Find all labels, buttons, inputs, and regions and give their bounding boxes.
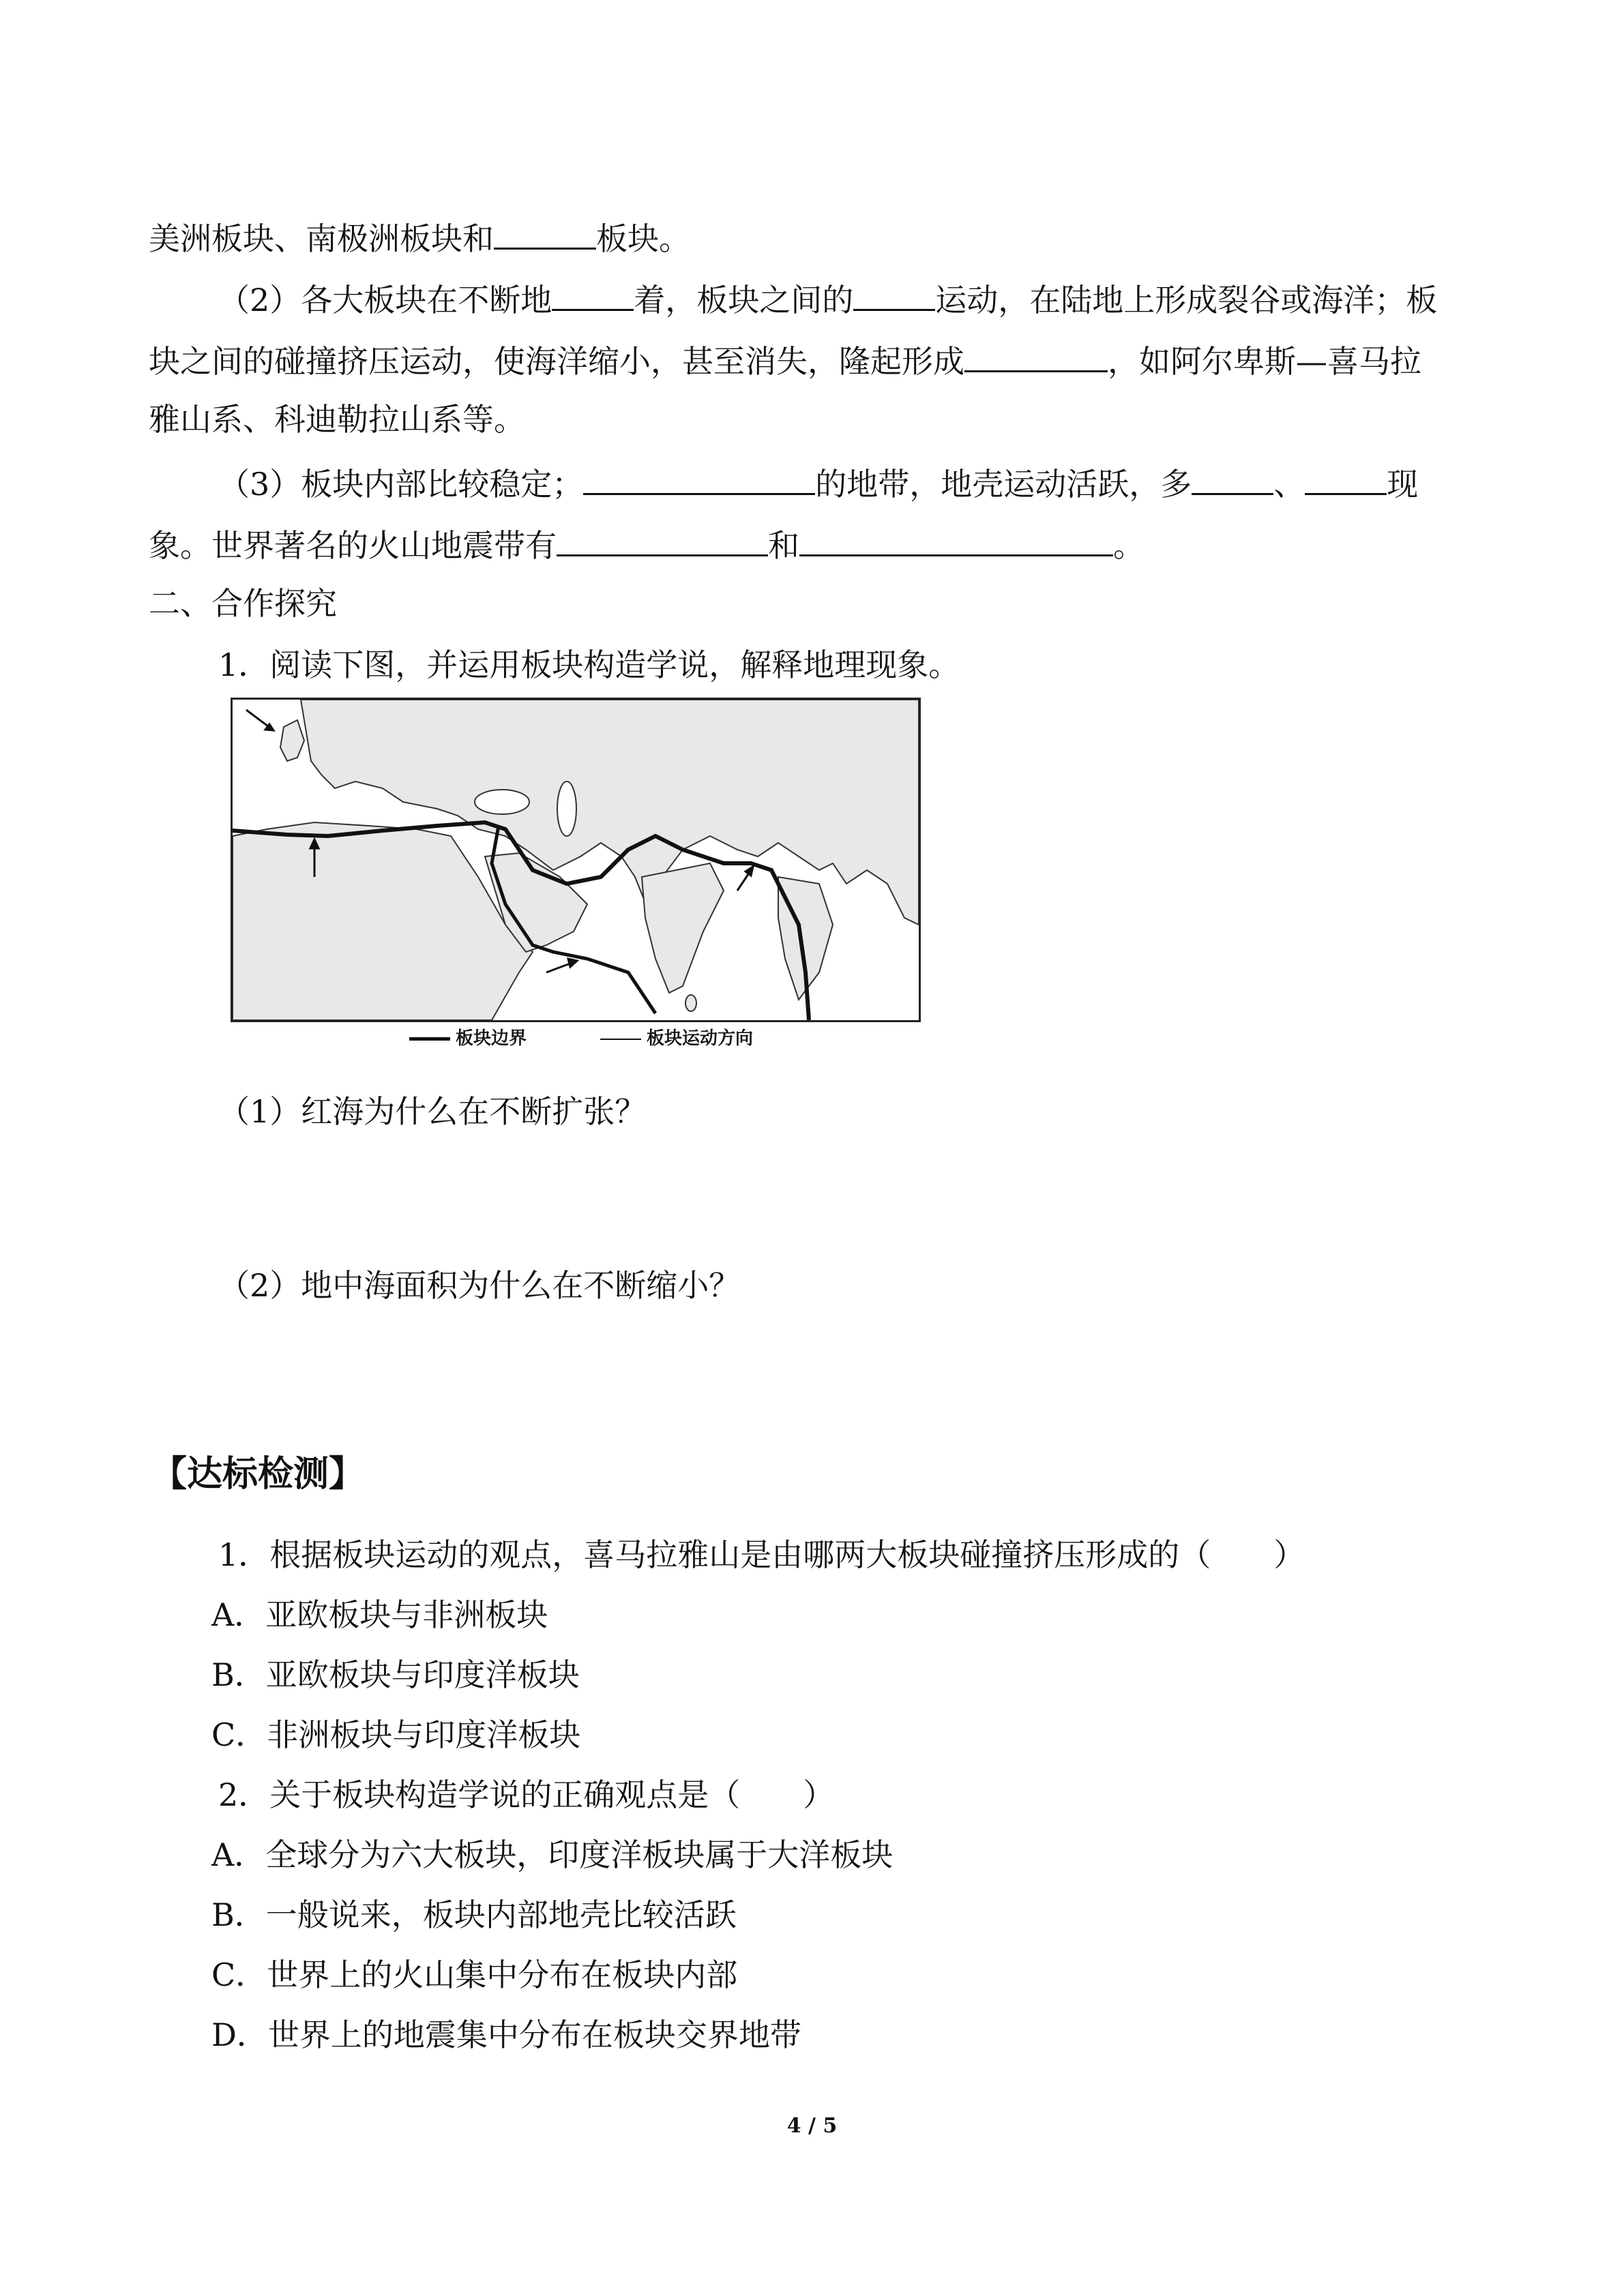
answer-blank[interactable] [799, 522, 1113, 556]
paragraph-line [149, 522, 1145, 566]
answer-blank[interactable] [964, 338, 1108, 372]
option[interactable]: A．亚欧板块与非洲板块 [211, 1596, 548, 1633]
option[interactable]: B．一般说来，板块内部地壳比较活跃 [211, 1896, 737, 1933]
answer-blank[interactable] [583, 460, 815, 495]
answer-blank[interactable] [1305, 460, 1387, 495]
text: 板块。 [596, 220, 690, 257]
section-title: 二、合作探究 [149, 585, 337, 622]
answer-blank[interactable] [557, 522, 768, 556]
text: 雅山系、科迪勒拉山系等。 [149, 401, 525, 438]
text: ，如阿尔卑斯—喜马拉 [1108, 343, 1421, 380]
text: 的地带，地壳运动活跃，多 [815, 466, 1192, 503]
text: 着，板块之间的 [634, 282, 854, 318]
paragraph-line [149, 399, 525, 440]
paragraph-line [149, 338, 1421, 382]
answer-blank[interactable] [494, 215, 596, 250]
sri-lanka [685, 995, 696, 1011]
answer-blank[interactable] [853, 276, 935, 311]
paragraph-line [218, 460, 1418, 505]
black-sea [475, 790, 529, 814]
plate-map-svg [233, 700, 919, 1020]
caspian-sea [557, 781, 576, 836]
legend-boundary [409, 1027, 527, 1050]
text: 美洲板块、南极洲板块和 [149, 220, 494, 257]
option[interactable]: C．世界上的火山集中分布在板块内部 [211, 1956, 738, 1993]
text: 象。世界著名的火山地震带有 [149, 527, 557, 564]
legend-direction [600, 1027, 753, 1050]
question: 1．根据板块运动的观点，喜马拉雅山是由哪两大板块碰撞挤压形成的（ ） [218, 1536, 1305, 1573]
legend-label: 板块边界 [456, 1028, 527, 1049]
answer-blank[interactable] [1192, 460, 1273, 495]
option[interactable]: A．全球分为六大板块，印度洋板块属于大洋板块 [211, 1836, 894, 1873]
africa-landmass [233, 822, 533, 1020]
paragraph-line [218, 276, 1437, 320]
text: 块之间的碰撞挤压运动，使海洋缩小，甚至消失，隆起形成 [149, 343, 964, 380]
boundary-line-icon [409, 1037, 450, 1041]
answer-blank[interactable] [552, 276, 634, 311]
text: 、 [1273, 466, 1305, 503]
section-heading: 【达标检测】 [151, 1454, 365, 1495]
paragraph-line [149, 215, 690, 259]
legend-label: 板块运动方向 [647, 1028, 754, 1049]
text: 和 [768, 527, 799, 564]
option[interactable]: C．非洲板块与印度洋板块 [211, 1716, 581, 1753]
arrow-icon [600, 1039, 641, 1040]
text: （3）板块内部比较稳定； [218, 466, 584, 503]
question: 2．关于板块构造学说的正确观点是（ ） [218, 1776, 835, 1813]
text: 现 [1387, 466, 1419, 503]
option[interactable]: B．亚欧板块与印度洋板块 [211, 1656, 580, 1693]
question: （2）地中海面积为什么在不断缩小？ [218, 1267, 741, 1304]
text: （2）各大板块在不断地 [218, 282, 552, 318]
option[interactable]: D．世界上的地震集中分布在板块交界地带 [211, 2016, 801, 2053]
britain-landmass [280, 720, 304, 761]
question: 1．阅读下图，并运用板块构造学说，解释地理现象。 [218, 646, 960, 683]
text: 运动，在陆地上形成裂谷或海洋；板 [935, 282, 1438, 318]
plate-map [231, 698, 921, 1022]
page-number: 4 / 5 [786, 2114, 838, 2138]
text: 。 [1113, 527, 1145, 564]
question: （1）红海为什么在不断扩张？ [218, 1093, 647, 1130]
india-landmass [642, 863, 724, 993]
